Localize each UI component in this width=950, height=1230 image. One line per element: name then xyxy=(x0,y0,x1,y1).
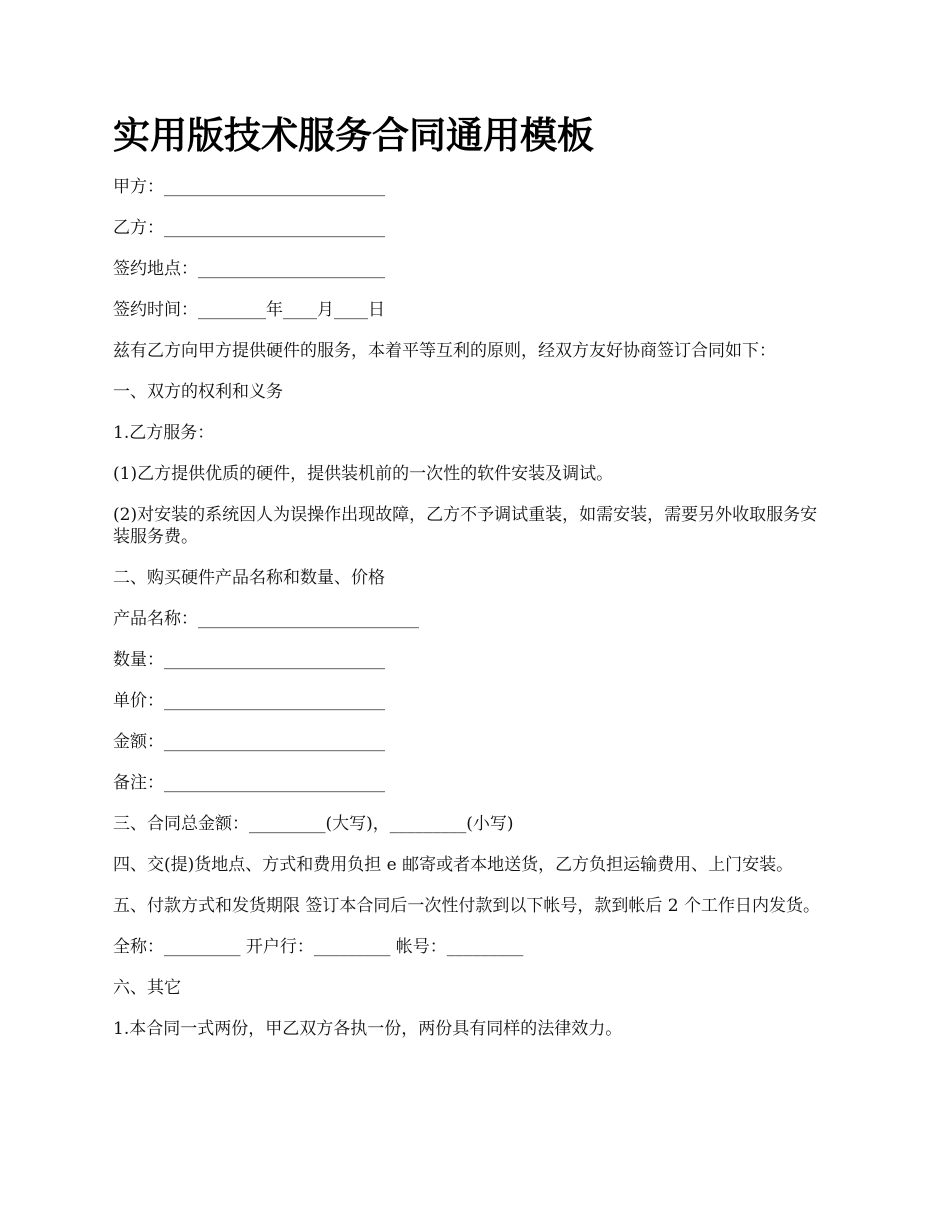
preamble-paragraph: 兹有乙方向甲方提供硬件的服务，本着平等互利的原则，经双方友好协商签订合同如下： xyxy=(113,341,776,361)
party-a-line: 甲方：__________________________ xyxy=(113,177,385,197)
unit-price-line: 单价：__________________________ xyxy=(113,691,385,711)
clause-1-1-paragraph: (1)乙方提供优质的硬件，提供装机前的一次性的软件安装及调试。 xyxy=(113,464,614,484)
section-6-heading: 六、其它 xyxy=(113,978,181,998)
clause-6-1-paragraph: 1.本合同一式两份，甲乙双方各执一份，两份具有同样的法律效力。 xyxy=(113,1019,623,1039)
section-1-heading: 一、双方的权利和义务 xyxy=(113,382,283,402)
signing-date-line: 签约时间：________年____月____日 xyxy=(113,300,385,320)
document-title: 实用版技术服务合同通用模板 xyxy=(113,114,594,157)
product-name-line: 产品名称：__________________________ xyxy=(113,609,419,629)
document-page xyxy=(113,110,853,1059)
amount-line: 金额：__________________________ xyxy=(113,732,385,752)
clause-1-2-paragraph: (2)对安装的系统因人为误操作出现故障，乙方不予调试重装，如需安装，需要另外收取服务安装服务费。 xyxy=(113,505,818,547)
section-4-paragraph: 四、交(提)货地点、方式和费用负担 e 邮寄或者本地送货，乙方负担运输费用、上门安装。 xyxy=(113,855,794,875)
clause-1-heading: 1.乙方服务： xyxy=(113,423,215,443)
party-b-line: 乙方：__________________________ xyxy=(113,218,385,238)
remarks-line: 备注：__________________________ xyxy=(113,773,385,793)
signing-place-line: 签约地点：______________________ xyxy=(113,259,385,279)
section-5-paragraph: 五、付款方式和发货期限 签订本合同后一次性付款到以下帐号，款到帐后 2 个工作日内发货。 xyxy=(113,896,821,916)
quantity-line: 数量：__________________________ xyxy=(113,650,385,670)
bank-account-line: 全称：_________ 开户行：_________ 帐号：_________ xyxy=(113,937,524,957)
section-2-heading: 二、购买硬件产品名称和数量、价格 xyxy=(113,568,385,588)
section-3-paragraph: 三、合同总金额：_________(大写)，_________(小写) xyxy=(113,814,514,834)
